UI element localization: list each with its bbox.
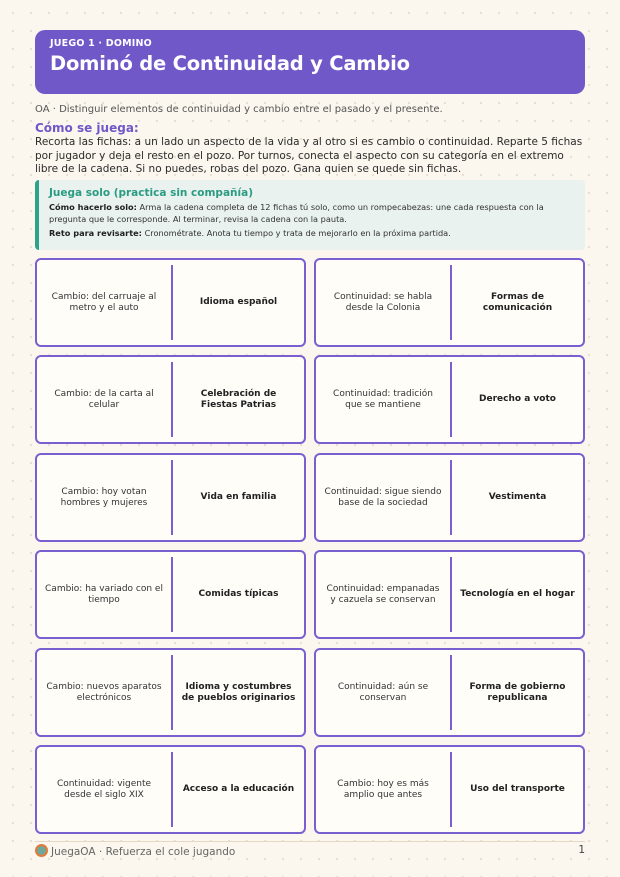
tile-left-text: Cambio: hoy es más amplio que antes [337, 778, 429, 800]
tile-left-text: Continuidad: tradición que se mantiene [333, 388, 433, 410]
domino-tile [35, 258, 306, 347]
solo-how-text: Arma la cadena completa de 12 fichas tú solo, como un rompecabezas: une cada respuesta con la pregunta que le corresponde. Al terminar, revisa la cadena con la pauta. [49, 202, 544, 224]
tile-left-text: Cambio: nuevos aparatos electrónicos [46, 681, 162, 703]
tile-left-text: Continuidad: empanadas y cazuela se conservan [326, 583, 440, 605]
tile-left-text: Continuidad: se habla desde la Colonia [333, 291, 433, 313]
tile-right-text: Formas de comunicación [482, 291, 553, 313]
game-kicker: JUEGO 1 · DOMINO [50, 38, 152, 49]
footer-divider [35, 841, 585, 842]
tile-left-text: Continuidad: sigue siendo base de la sociedad [324, 486, 442, 508]
how-to-play-text: Recorta las fichas: a un lado un aspecto de la vida y al otro si es cambio o continuidad. Reparte 5 fichas por jugador y deja el resto en el pozo. Por turnos, conecta el aspecto con su categoría en el extremo libre de la cadena. Si no puedes, robas del pozo. Gana quien se quede sin fichas. [35, 136, 583, 175]
tile-right-text: Uso del transporte [470, 784, 565, 794]
tile-right-text: Celebración de Fiestas Patrias [200, 388, 277, 410]
domino-tile [314, 355, 585, 444]
tile-right-text: Idioma y costumbres de pueblos originarios [181, 681, 296, 703]
tile-left-text: Cambio: hoy votan hombres y mujeres [60, 486, 148, 508]
solo-how-paragraph [49, 202, 575, 225]
page-number: 1 [578, 844, 585, 856]
domino-tile [35, 355, 306, 444]
how-to-play-title: Cómo se juega: [35, 121, 139, 135]
footer [35, 844, 585, 858]
tile-right-text: Vestimenta [488, 492, 547, 502]
solo-challenge-text: Cronométrate. Anota tu tiempo y trata de mejorarlo en la próxima partida. [141, 228, 451, 238]
domino-tile [314, 745, 585, 834]
domino-tile [314, 258, 585, 347]
tile-right-text: Derecho a voto [479, 394, 556, 404]
domino-tile [35, 550, 306, 639]
tile-right-text: Vida en familia [200, 492, 277, 502]
solo-how-label: Cómo hacerlo solo: [49, 202, 137, 212]
tile-right-text: Forma de gobierno republicana [469, 681, 566, 703]
solo-play-box [35, 180, 585, 250]
domino-tile [35, 453, 306, 542]
tile-left-text: Cambio: ha variado con el tiempo [45, 583, 163, 605]
page-title: Dominó de Continuidad y Cambio [50, 52, 410, 75]
solo-challenge-label: Reto para revisarte: [49, 228, 142, 238]
solo-challenge-paragraph [49, 228, 575, 240]
learning-objective: OA · Distinguir elementos de continuidad y cambio entre el pasado y el presente. [35, 104, 443, 115]
domino-tile [314, 453, 585, 542]
brand-logo-icon [35, 844, 48, 857]
domino-tile [35, 648, 306, 737]
tile-left-text: Continuidad: vigente desde el siglo XIX [56, 778, 152, 800]
solo-play-title: Juega solo (practica sin compañía) [49, 187, 253, 199]
tile-left-text: Cambio: de la carta al celular [54, 388, 154, 410]
tile-right-text: Comidas típicas [198, 589, 279, 599]
tile-left-text: Cambio: del carruaje al metro y el auto [51, 291, 157, 313]
domino-tile [314, 550, 585, 639]
game-header [35, 30, 585, 94]
tile-right-text: Idioma español [199, 297, 278, 307]
brand-name: JuegaOA [51, 846, 96, 858]
domino-tile [35, 745, 306, 834]
domino-tile [314, 648, 585, 737]
brand-tagline: · Refuerza el cole jugando [95, 846, 236, 858]
tile-left-text: Continuidad: aún se conservan [337, 681, 429, 703]
tile-right-text: Acceso a la educación [182, 784, 295, 794]
tile-right-text: Tecnología en el hogar [460, 589, 575, 599]
